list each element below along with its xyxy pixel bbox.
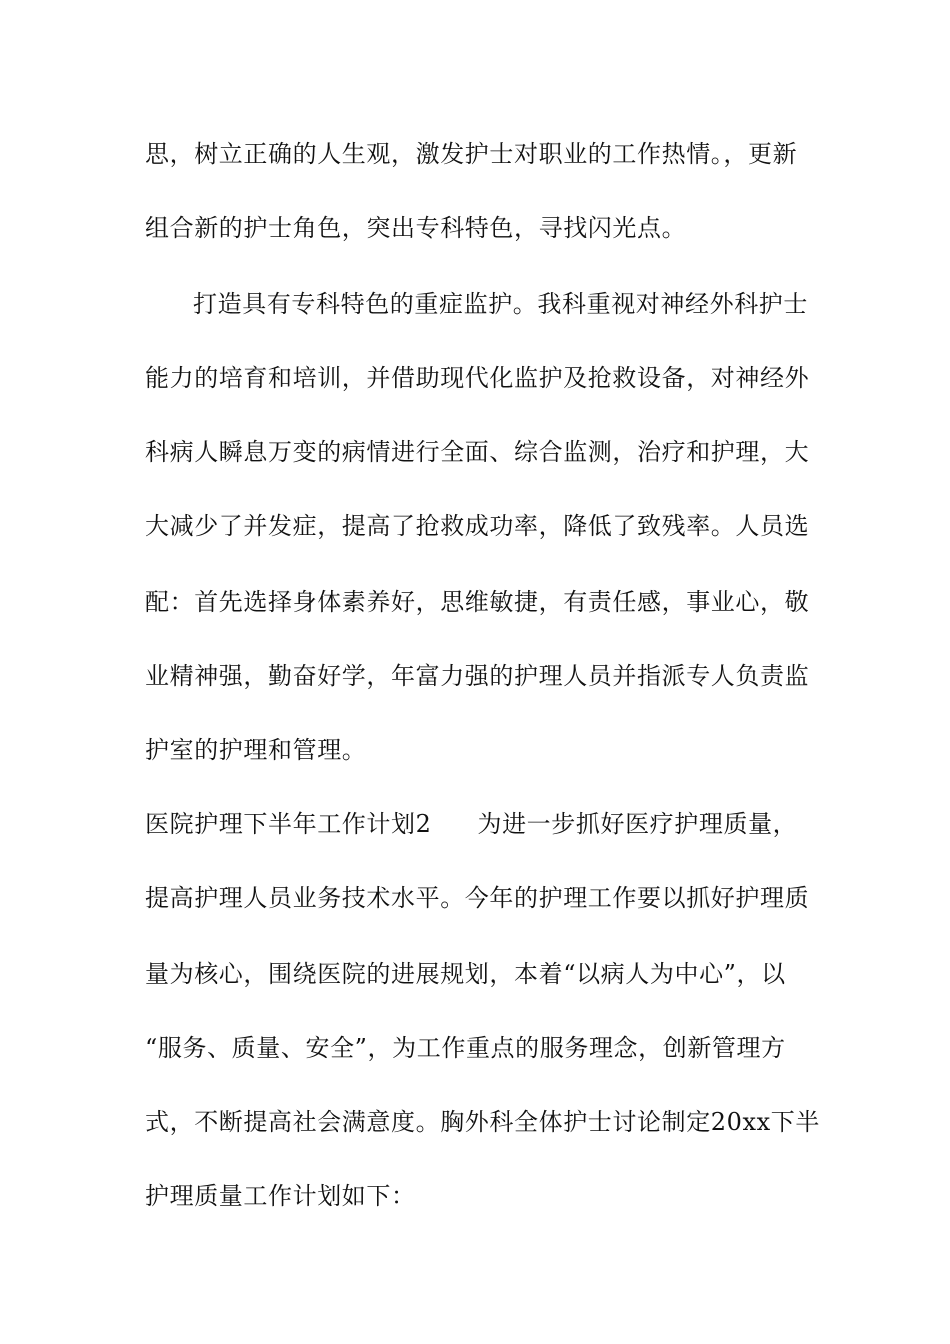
paragraph-line: 思，树立正确的人生观，激发护士对职业的工作热情。，更新 (145, 140, 798, 168)
section-heading-line (145, 808, 815, 840)
paragraph-line: 配：首先选择身体素养好，思维敏捷，有责任感，事业心，敬 (145, 588, 810, 616)
paragraph-line: 组合新的护士角色，突出专科特色，寻找闪光点。 (145, 214, 687, 242)
section-heading: 医院护理下半年工作计划2 (145, 810, 432, 838)
paragraph-line: 科病人瞬息万变的病情进行全面、综合监测，治疗和护理，大 (145, 438, 810, 466)
paragraph-line: 业精神强，勤奋好学，年富力强的护理人员并指派专人负责监 (145, 662, 810, 690)
paragraph-line: 能力的培育和培训，并借助现代化监护及抢救设备，对神经外 (145, 364, 810, 392)
paragraph-line: 量为核心，围绕医院的进展规划，本着“以病人为中心”，以 (145, 960, 786, 988)
paragraph-line: 式，不断提高社会满意度。胸外科全体护士讨论制定20xx下半 (145, 1108, 821, 1136)
paragraph-line: 护理质量工作计划如下： (145, 1182, 416, 1210)
section-heading-continuation: 为进一步抓好医疗护理质量， (477, 810, 798, 838)
paragraph-line: 护室的护理和管理。 (145, 736, 367, 764)
paragraph-line: 打造具有专科特色的重症监护。我科重视对神经外科护士 (193, 290, 808, 318)
paragraph-line: “服务、质量、安全”，为工作重点的服务理念，创新管理方 (145, 1034, 786, 1062)
paragraph-line: 大减少了并发症，提高了抢救成功率，降低了致残率。人员选 (145, 512, 810, 540)
paragraph-line: 提高护理人员业务技术水平。今年的护理工作要以抓好护理质 (145, 884, 810, 912)
